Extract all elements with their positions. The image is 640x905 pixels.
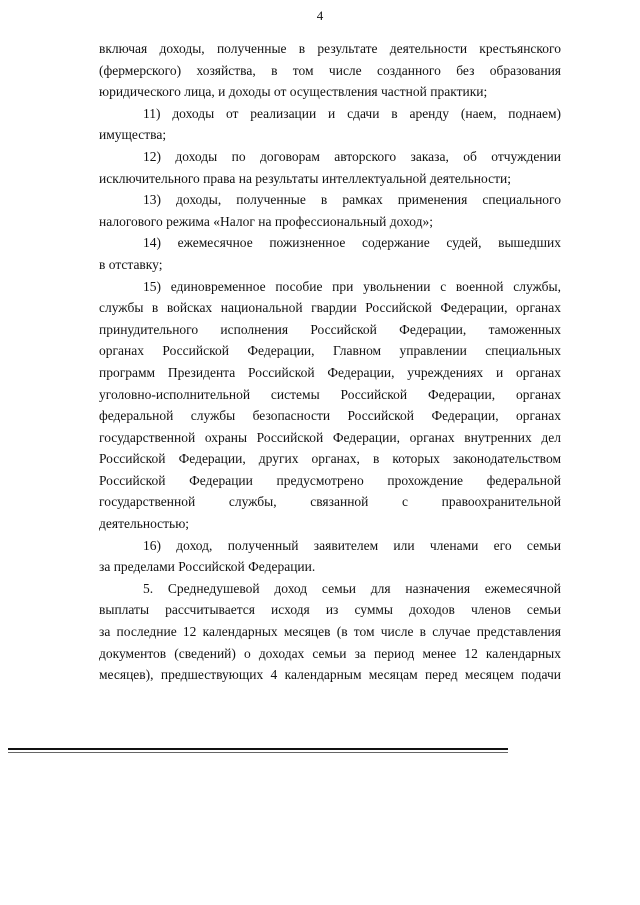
text-line: 14) ежемесячное пожизненное содержание судей, вышедших xyxy=(143,235,561,251)
text-line: государственной охраны Российской Федерации, органах внутренних дел xyxy=(99,429,561,445)
text-line: за последние 12 календарных месяцев (в том числе в случае представления xyxy=(99,624,561,640)
text-line: налогового режима «Налог на профессиональный доход»; xyxy=(99,213,433,229)
text-line: юридического лица, и доходы от осуществления частной практики; xyxy=(99,84,488,100)
text-line: документов (сведений) о доходах семьи за период менее 12 календарных xyxy=(99,645,561,661)
page-number: 4 xyxy=(316,8,324,23)
text-line: в отставку; xyxy=(99,256,163,272)
text-line: 15) единовременное пособие при увольнении с военной службы, xyxy=(143,278,561,294)
text-line: 5. Среднедушевой доход семьи для назначения ежемесячной xyxy=(143,580,561,596)
document-body xyxy=(99,38,561,686)
text-line: Российской Федерации предусмотрено прохождение федеральной xyxy=(99,472,561,488)
text-line: 12) доходы по договорам авторского заказа, об отчуждении xyxy=(143,148,561,164)
text-line: программ Президента Российской Федерации, учреждениях и органах xyxy=(99,364,561,380)
text-line: 11) доходы от реализации и сдачи в аренду (наем, поднаем) xyxy=(143,105,561,121)
text-line: месяцев), предшествующих 4 календарным месяцам перед месяцем подачи xyxy=(99,667,561,683)
text-line: федеральной службы безопасности Российской Федерации, органах xyxy=(99,408,561,424)
text-line: за пределами Российской Федерации. xyxy=(99,559,316,575)
text-line: включая доходы, полученные в результате деятельности крестьянского xyxy=(99,41,561,56)
text-line: службы в войсках национальной гвардии Российской Федерации, органах xyxy=(99,300,561,316)
text-line: принудительного исполнения Российской Федерации, таможенных xyxy=(99,321,561,337)
text-line: выплаты рассчитывается исходя из суммы доходов членов семьи xyxy=(99,602,561,618)
text-line: государственной службы, связанной с правоохранительной xyxy=(99,494,561,510)
text-line: 13) доходы, полученные в рамках применения специального xyxy=(143,192,561,208)
text-line: исключительного права на результаты интеллектуальной деятельности; xyxy=(99,170,511,186)
footer-rule xyxy=(8,748,508,750)
text-line: имущества; xyxy=(99,127,167,143)
footer-rule-thin xyxy=(8,752,508,753)
text-line: 16) доход, полученный заявителем или членами его семьи xyxy=(143,537,561,553)
text-line: уголовно-исполнительной системы Российской Федерации, органах xyxy=(99,386,561,402)
text-line: деятельностью; xyxy=(99,516,190,532)
text-line: органах Российской Федерации, Главном управлении специальных xyxy=(99,343,561,359)
text-line: Российской Федерации, других органах, в которых законодательством xyxy=(99,451,561,467)
text-line: (фермерского) хозяйства, в том числе созданного без образования xyxy=(99,62,561,78)
